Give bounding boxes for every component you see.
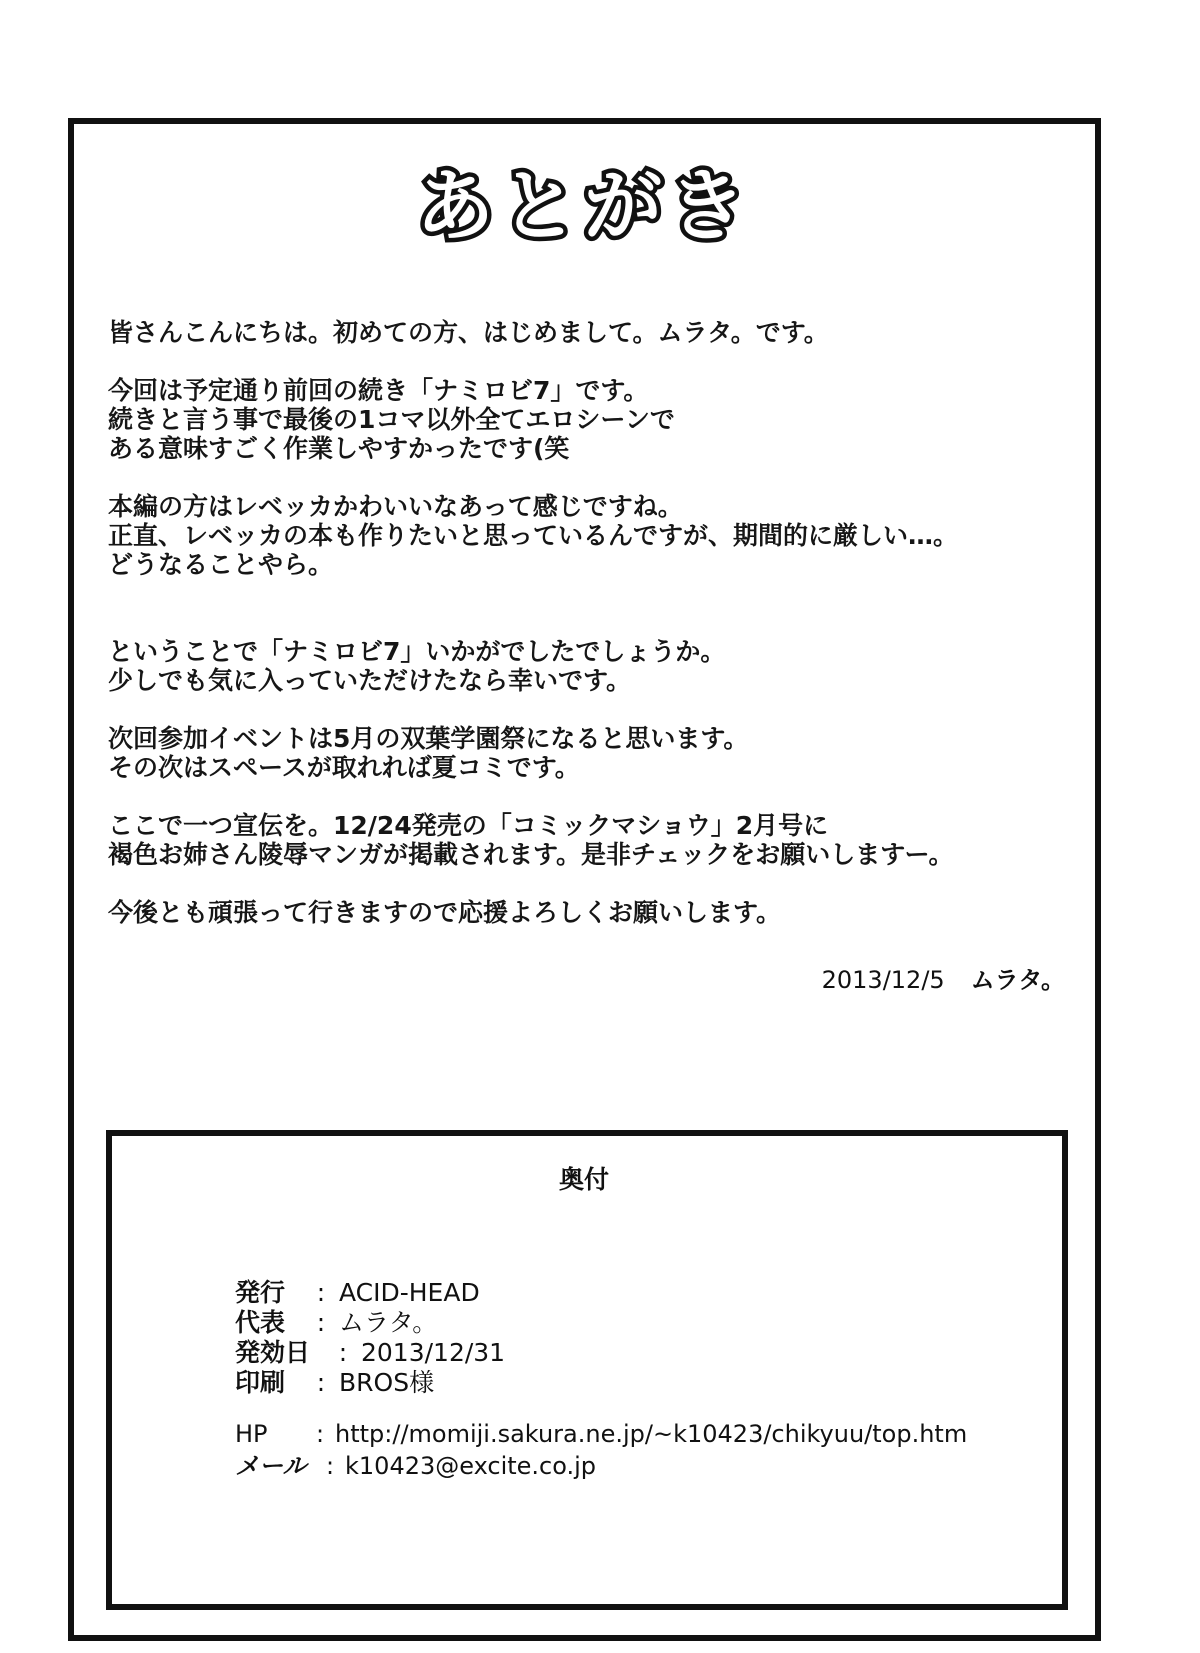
signature (822, 960, 1065, 995)
mail-link[interactable]: k10423@excite.co.jp (345, 1452, 597, 1480)
colophon-heading: 奥付 (558, 1165, 609, 1194)
separator: : (338, 1338, 348, 1367)
separator: : (316, 1278, 326, 1307)
hp-label: HP (235, 1420, 268, 1448)
afterword-body (108, 318, 1068, 927)
signature-date: 2013/12/5 (821, 966, 945, 994)
hp-link[interactable]: http://momiji.sakura.ne.jp/~k10423/chikyuu/top.htm (335, 1420, 968, 1448)
body-line: 正直、レベッカの本も作りたいと思っているんですが、期間的に厳しい…。 (108, 521, 959, 550)
body-line: 本編の方はレベッカかわいいなあって感じですね。 (108, 492, 683, 521)
body-line: その次はスペースが取れれば夏コミです。 (108, 753, 580, 782)
body-line: 次回参加イベントは5月の双葉学園祭になると思います。 (108, 724, 749, 753)
body-line: ということで「ナミロビ7」いかがでしたでしょうか。 (108, 637, 726, 666)
representative-value: ムラタ。 (339, 1308, 438, 1337)
contact-row-hp (235, 1418, 967, 1450)
colophon-row-issue-date (235, 1338, 505, 1368)
mail-label: メール (235, 1452, 307, 1480)
separator: : (316, 1368, 326, 1397)
body-line: ある意味すごく作業しやすかったです(笑 (108, 434, 570, 463)
body-line: 皆さんこんにちは。初めての方、はじめまして。ムラタ。です。 (108, 318, 829, 347)
separator: : (315, 1420, 325, 1448)
body-line: どうなることやら。 (108, 550, 334, 579)
body-line: 続きと言う事で最後の1コマ以外全てエロシーンで (108, 405, 675, 434)
colophon-details (235, 1278, 505, 1398)
body-line: 少しでも気に入っていただけたなら幸いです。 (108, 666, 632, 695)
body-line: 褐色お姉さん陵辱マンガが掲載されます。是非チェックをお願いしますー。 (108, 840, 954, 869)
colophon-row-printer (235, 1368, 505, 1398)
issue-date-value: 2013/12/31 (361, 1338, 506, 1367)
body-line: 今回は予定通り前回の続き「ナミロビ7」です。 (108, 376, 649, 405)
publisher-label: 発行 (235, 1278, 286, 1307)
publisher-value: ACID-HEAD (339, 1278, 480, 1307)
signature-name: ムラタ。 (970, 966, 1065, 994)
afterword-title: あとがき (415, 162, 752, 252)
contact-details (235, 1418, 967, 1482)
contact-row-mail (235, 1450, 967, 1482)
printer-label: 印刷 (235, 1368, 286, 1397)
body-line: ここで一つ宣伝を。12/24発売の「コミックマショウ」2月号に (108, 811, 829, 840)
separator: : (325, 1452, 335, 1480)
separator: : (316, 1308, 326, 1337)
colophon-row-publisher (235, 1278, 505, 1308)
representative-label: 代表 (235, 1308, 286, 1337)
issue-date-label: 発効日 (235, 1338, 311, 1367)
printer-value: BROS様 (339, 1368, 435, 1397)
body-line: 今後とも頑張って行きますので応援よろしくお願いします。 (108, 898, 782, 927)
colophon-row-representative (235, 1308, 505, 1338)
